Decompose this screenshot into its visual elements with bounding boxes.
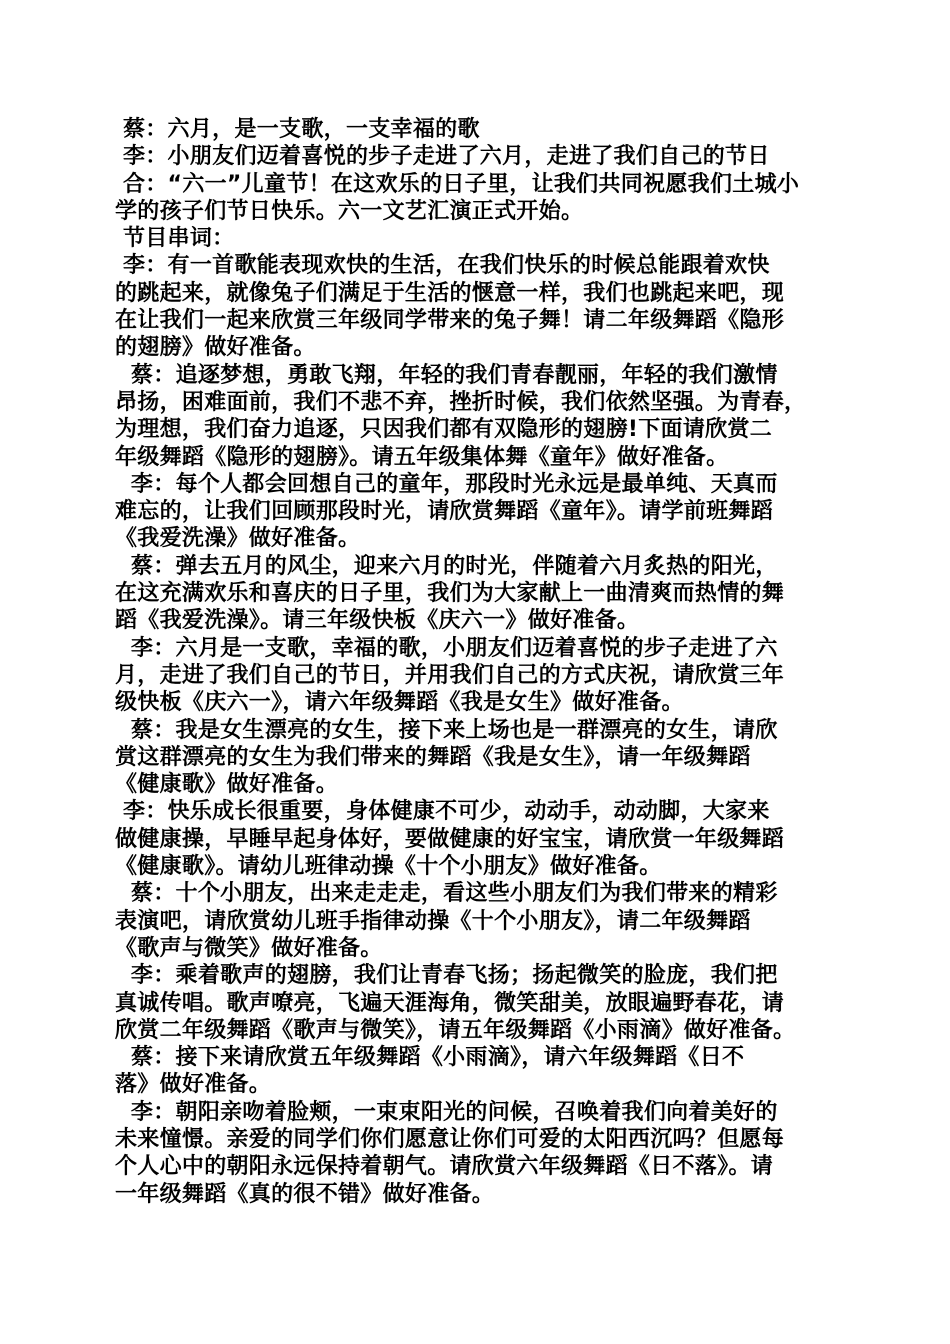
text-line: 蔡：追逐梦想，勇敢飞翔，年轻的我们青春靓丽，年轻的我们激情	[115, 362, 778, 388]
text-line: 的跳起来，就像兔子们满足于生活的惬意一样，我们也跳起来吧，现	[115, 280, 785, 306]
text-line: 一年级舞蹈《真的很不错》做好准备。	[115, 1181, 495, 1207]
text-line: 蔡：弹去五月的风尘，迎来六月的时光，伴随着六月炙热的阳光，	[115, 553, 778, 579]
text-line: 级快板《庆六一》，请六年级舞蹈《我是女生》做好准备。	[115, 690, 684, 716]
text-line: 真诚传唱。歌声嘹亮，飞遍天涯海角，微笑甜美，放眼遍野春花，请	[115, 990, 785, 1016]
text-line: 为理想，我们奋力追逐，只因我们都有双隐形的翅膀!下面请欣赏二	[115, 417, 773, 443]
text-line: 赏这群漂亮的女生为我们带来的舞蹈《我是女生》，请一年级舞蹈	[115, 744, 751, 770]
text-line: 李：快乐成长很重要，身体健康不可少，动动手，动动脚，大家来	[115, 799, 770, 825]
text-line: 《健康歌》做好准备。	[115, 772, 339, 798]
text-line: 蔡：接下来请欣赏五年级舞蹈《小雨滴》，请六年级舞蹈《日不	[115, 1045, 745, 1071]
text-line: 在这充满欢乐和喜庆的日子里，我们为大家献上一曲清爽而热情的舞	[115, 581, 785, 607]
text-line: 昂扬，困难面前，我们不悲不弃，挫折时候，我们依然坚强。为青春，	[115, 389, 807, 415]
text-line: 《我爱洗澡》做好准备。	[115, 526, 361, 552]
text-line: 的翅膀》做好准备。	[115, 335, 316, 361]
text-line: 《健康歌》。请幼儿班律动操《十个小朋友》做好准备。	[115, 854, 662, 880]
text-line: 蹈《我爱洗澡》。请三年级快板《庆六一》做好准备。	[115, 608, 640, 634]
text-line: 在让我们一起来欣赏三年级同学带来的兔子舞！请二年级舞蹈《隐形	[115, 308, 785, 334]
text-line: 落》做好准备。	[115, 1072, 272, 1098]
section-heading: 节目串词：	[115, 226, 235, 252]
text-line: 合：“六一”儿童节！在这欢乐的日子里，让我们共同祝愿我们土城小	[115, 171, 800, 197]
text-line: 蔡：十个小朋友，出来走走走，看这些小朋友们为我们带来的精彩	[115, 881, 778, 907]
text-line: 难忘的，让我们回顾那段时光，请欣赏舞蹈《童年》。请学前班舞蹈	[115, 499, 774, 525]
text-line: 年级舞蹈《隐形的翅膀》。请五年级集体舞《童年》做好准备。	[115, 444, 729, 470]
text-line: 李：朝阳亲吻着脸颊，一束束阳光的问候，召唤着我们向着美好的	[115, 1099, 778, 1125]
text-line: 李：有一首歌能表现欢快的生活，在我们快乐的时候总能跟着欢快	[115, 253, 770, 279]
text-line: 欣赏二年级舞蹈《歌声与微笑》，请五年级舞蹈《小雨滴》做好准备。	[115, 1017, 796, 1043]
text-line: 蔡：六月，是一支歌，一支幸福的歌	[115, 117, 480, 142]
text-line: 《歌声与微笑》做好准备。	[115, 935, 383, 961]
text-line: 个人心中的朝阳永远保持着朝气。请欣赏六年级舞蹈《日不落》。请	[115, 1154, 774, 1180]
text-line: 李：每个人都会回想自己的童年，那段时光永远是最单纯、天真而	[115, 471, 778, 497]
text-line: 李：乘着歌声的翅膀，我们让青春飞扬；扬起微笑的脸庞，我们把	[115, 963, 778, 989]
text-line: 做健康操，早睡早起身体好，要做健康的好宝宝，请欣赏一年级舞蹈	[115, 826, 785, 852]
text-line: 李：六月是一支歌，幸福的歌，小朋友们迈着喜悦的步子走进了六	[115, 635, 778, 661]
text-line: 未来憧憬。亲爱的同学们你们愿意让你们可爱的太阳西沉吗？但愿每	[115, 1126, 785, 1152]
text-line: 学的孩子们节日快乐。六一文艺汇演正式开始。	[115, 198, 584, 224]
text-line: 月，走进了我们自己的节日，并用我们自己的方式庆祝，请欣赏三年	[115, 662, 785, 688]
text-line: 表演吧，请欣赏幼儿班手指律动操《十个小朋友》，请二年级舞蹈	[115, 908, 751, 934]
text-line: 李：小朋友们迈着喜悦的步子走进了六月，走进了我们自己的节日	[115, 144, 770, 170]
document-body	[115, 116, 850, 1208]
text-line: 蔡：我是女生漂亮的女生，接下来上场也是一群漂亮的女生，请欣	[115, 717, 778, 743]
